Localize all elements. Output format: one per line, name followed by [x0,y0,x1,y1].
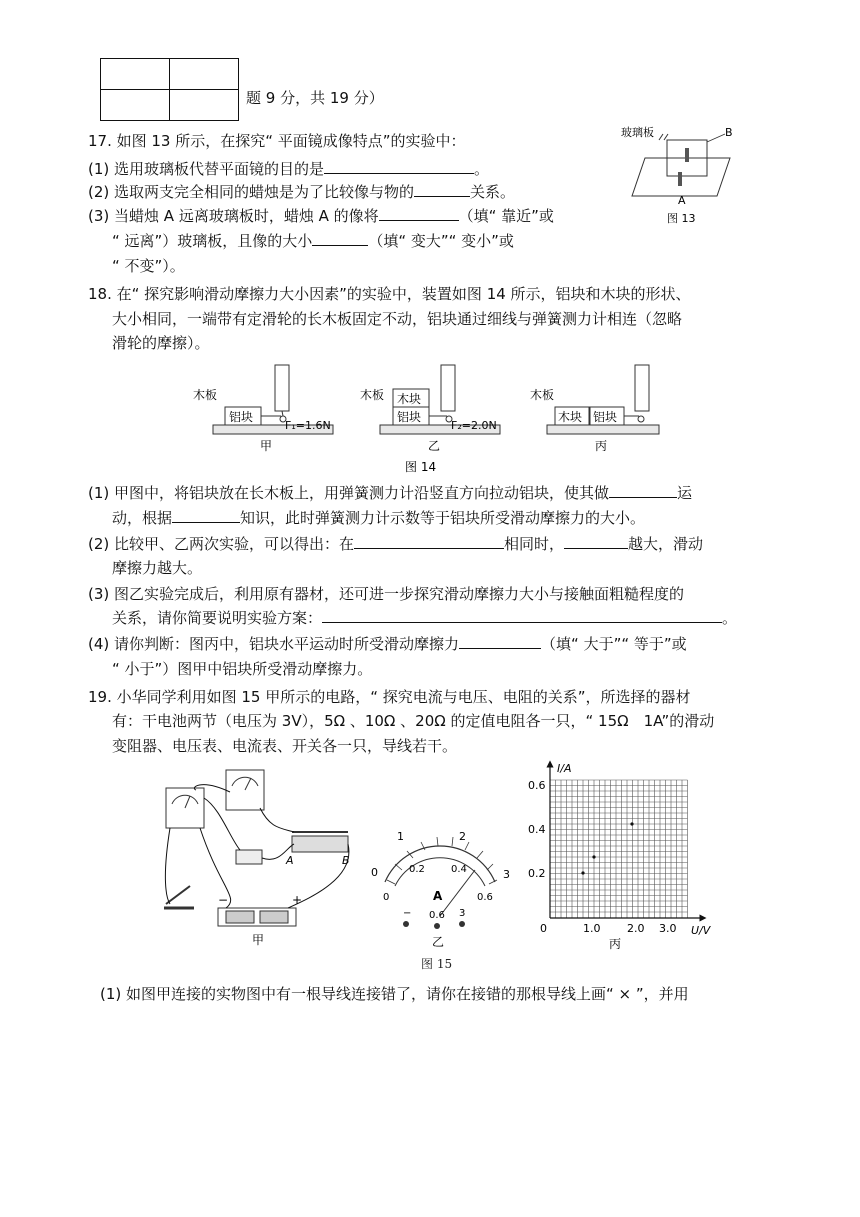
terminal-3: 3 [459,908,466,919]
graph-ylabel: I/A [557,762,572,775]
graph-xtick: 2.0 [627,922,645,935]
graph-xtick: 1.0 [583,922,601,935]
q18-p1-text2: 动，根据 [112,509,173,527]
answer-blank[interactable] [414,182,470,197]
q17-p2-end: 关系。 [470,183,516,201]
q18-part1 [88,483,692,503]
battery-plus: + [292,893,303,907]
graph-ytick: 0.6 [528,779,546,792]
q18-stem-1: 18. 在“ 探究影响滑动摩擦力大小因素”的实验中，装置如图 14 所示，铝块和木块的形状、 [88,285,691,303]
fig14-board-label: 木板 [193,388,218,402]
q17-part3-cont [112,231,514,251]
fig14-bing-label: 丙 [595,439,608,453]
q17-p3-hint2: （填“ 变大”“ 变小”或 [368,232,514,250]
q19-stem-1: 19. 小华同学利用如图 15 甲所示的电路，“ 探究电流与电压、电阻的关系”，所选择的器材 [88,688,691,706]
q18-p4-text: (4) 请你判断：图丙中，铝块水平运动时所受滑动摩擦力 [88,635,460,653]
fig14-board-label: 木板 [360,388,385,402]
fig14-al-block: 铝块 [397,410,422,424]
figure-15-graph [525,758,730,950]
q17-p3-text: (3) 当蜡烛 A 远离玻璃板时，蜡烛 A 的像将 [88,207,379,225]
graph-xlabel: U/V [691,924,711,937]
q17-part3 [88,206,554,226]
terminal-minus: − [403,908,412,919]
fig13-caption: 图 13 [667,212,696,225]
q17-p1-end: 。 [474,160,490,178]
fig14-al-block: 铝块 [229,410,254,424]
graph-ytick: 0.4 [528,823,546,836]
q17-p3-text2: “ 远离”）玻璃板，且像的大小 [112,232,313,250]
q18-p1-yun: 运 [677,484,693,502]
q18-stem-3: 滑轮的摩擦）。 [112,334,210,352]
fig15-jia-label: 甲 [252,933,265,947]
score-cell [101,59,170,90]
q18-p1-text: (1) 甲图中，将铝块放在长木板上，用弹簧测力计沿竖直方向拉动铝块，使其做 [88,484,610,502]
q18-stem-2: 大小相同，一端带有定滑轮的长木板固定不动，铝块通过细线与弹簧测力计相连（忽略 [112,310,683,328]
fig14-wood-block: 木块 [558,410,583,424]
circuit-label-b: B [342,854,350,867]
q18-p1-text3: 知识，此时弹簧测力计示数等于铝块所受滑动摩擦力的大小。 [240,509,646,527]
figure-14 [185,357,665,477]
fig14-bing [530,365,659,453]
q18-part3-cont [112,608,737,628]
fig13-label-a: A [678,194,686,207]
fig14-al-block: 铝块 [593,410,618,424]
fig14-yi-label: 乙 [428,439,441,453]
answer-blank[interactable] [379,206,459,221]
q18-p3-text: 关系，请你简要说明实验方案： [112,609,323,627]
graph-grid [550,780,688,918]
score-cell [101,90,170,121]
fig14-board-label: 木板 [530,388,555,402]
q18-part3: (3) 图乙实验完成后，利用原有器材，还可进一步探究滑动摩擦力大小与接触面粗糙程度的 [88,585,685,603]
q18-p2-text: (2) 比较甲、乙两次实验，可以得出：在 [88,535,355,553]
q18-part2-end: 摩擦力越大。 [112,559,203,577]
fig14-caption: 图 14 [405,460,437,474]
answer-blank[interactable] [609,483,677,498]
answer-blank[interactable] [172,508,240,523]
score-cell [170,90,239,121]
terminal-0-6: 0.6 [429,910,445,921]
ammeter-top-0: 0 [371,866,378,879]
graph-origin: 0 [540,922,547,935]
q18-part1-cont [112,508,645,528]
answer-blank[interactable] [322,608,722,623]
q19-stem-2: 有：干电池两节（电压为 3V），5Ω 、10Ω 、20Ω 的定值电阻各一只，“ 15Ω 1A”的滑动 [112,712,715,730]
figure-15-circuit [160,768,360,948]
answer-blank[interactable] [564,534,628,549]
q17-part1 [88,159,489,179]
q18-part4 [88,634,687,654]
battery-minus: − [218,893,229,907]
q17-part3-end: “ 不变”）。 [112,257,185,275]
q19-stem-3: 变阻器、电压表、电流表、开关各一只，导线若干。 [112,737,458,755]
circuit-label-a: A [286,854,294,867]
fig13-glass-label: 玻璃板 [621,126,654,139]
answer-blank[interactable] [312,231,368,246]
fig14-yi [360,365,500,453]
ammeter-bottom-3: 0.6 [477,892,493,903]
figure-15-ammeter [365,820,515,950]
graph-xtick: 3.0 [659,922,677,935]
ammeter-top-3: 3 [503,868,510,881]
q18-p4-hint: （填“ 大于”“ 等于”或 [541,635,687,653]
q17-p3-hint: （填“ 靠近”或 [458,207,554,225]
answer-blank[interactable] [459,634,541,649]
fig15-bing-label: 丙 [609,937,622,950]
q17-part2 [88,182,515,202]
q18-part4-end: “ 小于”）图甲中铝块所受滑动摩擦力。 [112,660,373,678]
q18-p2-text3: 越大，滑动 [628,535,704,553]
fig14-jia-label: 甲 [260,439,273,453]
q17-stem: 17. 如图 13 所示，在探究“ 平面镜成像特点”的实验中： [88,132,466,150]
score-text: 题 9 分，共 19 分） [246,89,384,107]
fig15-yi-label: 乙 [432,935,445,949]
score-table [100,58,239,121]
figure-13 [615,118,745,230]
q19-part1: (1) 如图甲连接的实物图中有一根导线连接错了，请你在接错的那根导线上画“ × ”，并用 [100,985,689,1003]
q17-p1-text: (1) 选用玻璃板代替平面镜的目的是 [88,160,325,178]
q18-p3-end: 。 [722,609,738,627]
fig14-jia [193,365,333,453]
ammeter-unit: A [433,889,443,903]
ammeter-top-1: 1 [397,830,404,843]
fig14-f1: F₁=1.6N [285,419,331,432]
q18-p2-text2: 相同时， [504,535,565,553]
q18-part2 [88,534,703,554]
ammeter-bottom-2: 0.4 [451,864,467,875]
answer-blank[interactable] [324,159,474,174]
fig15-caption: 图 15 [421,957,453,971]
answer-blank[interactable] [354,534,504,549]
fig13-label-b: B [725,126,733,139]
score-cell [170,59,239,90]
q17-p2-text: (2) 选取两支完全相同的蜡烛是为了比较像与物的 [88,183,415,201]
ammeter-bottom-1: 0.2 [409,864,425,875]
fig14-f2: F₂=2.0N [451,419,497,432]
ammeter-top-2: 2 [459,830,466,843]
graph-ytick: 0.2 [528,867,546,880]
ammeter-bottom-0: 0 [383,892,390,903]
fig14-wood-block: 木块 [397,392,422,406]
